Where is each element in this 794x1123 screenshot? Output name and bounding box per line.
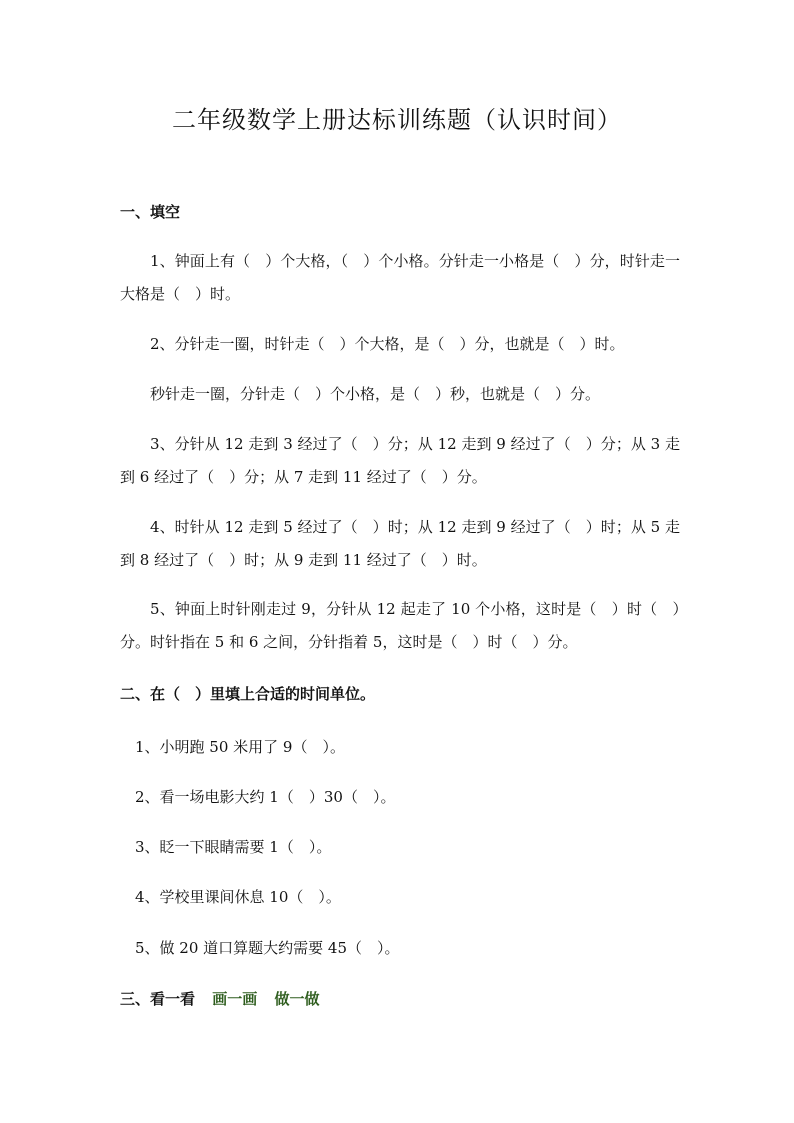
question-4: 4、时针从 12 走到 5 经过了（ ）时；从 12 走到 9 经过了（ ）时；从 5 走到 8 经过了（ ）时；从 9 走到 11 经过了（ ）时。 bbox=[120, 518, 680, 569]
question-2b: 秒针走一圈，分针走（ ）个小格，是（ ）秒，也就是（ ）分。 bbox=[150, 385, 601, 403]
unit-question-1: 1、小明跑 50 米用了 9（ ）。 bbox=[135, 738, 345, 756]
question-1: 1、钟面上有（ ）个大格，（ ）个小格。分针走一小格是（ ）分，时针走一大格是（ ）时。 bbox=[120, 252, 680, 303]
question-3: 3、分针从 12 走到 3 经过了（ ）分；从 12 走到 9 经过了（ ）分；从 3 走到 6 经过了（ ）分；从 7 走到 11 经过了（ ）分。 bbox=[120, 435, 680, 486]
section3-heading-do: 做一做 bbox=[274, 990, 320, 1008]
section3-heading-look: 三、看一看 bbox=[120, 990, 196, 1008]
unit-question-5: 5、做 20 道口算题大约需要 45（ ）。 bbox=[135, 939, 400, 957]
question-2: 2、分针走一圈，时针走（ ）个大格，是（ ）分，也就是（ ）时。 bbox=[150, 335, 625, 353]
section2-heading: 二、在（ ）里填上合适的时间单位。 bbox=[120, 685, 376, 703]
section3-heading bbox=[120, 988, 320, 1009]
page-title: 二年级数学上册达标训练题（认识时间） bbox=[172, 106, 622, 134]
section3-heading-draw: 画一画 bbox=[212, 990, 258, 1008]
unit-question-3: 3、眨一下眼睛需要 1（ ）。 bbox=[135, 838, 332, 856]
unit-question-4: 4、学校里课间休息 10（ ）。 bbox=[135, 888, 341, 906]
unit-question-2: 2、看一场电影大约 1（ ）30（ ）。 bbox=[135, 788, 396, 806]
question-5: 5、钟面上时针刚走过 9，分针从 12 起走了 10 个小格，这时是（ ）时（ ）分。时针指在 5 和 6 之间，分针指着 5，这时是（ ）时（ ）分。 bbox=[120, 600, 680, 651]
section1-heading: 一、填空 bbox=[120, 203, 181, 221]
